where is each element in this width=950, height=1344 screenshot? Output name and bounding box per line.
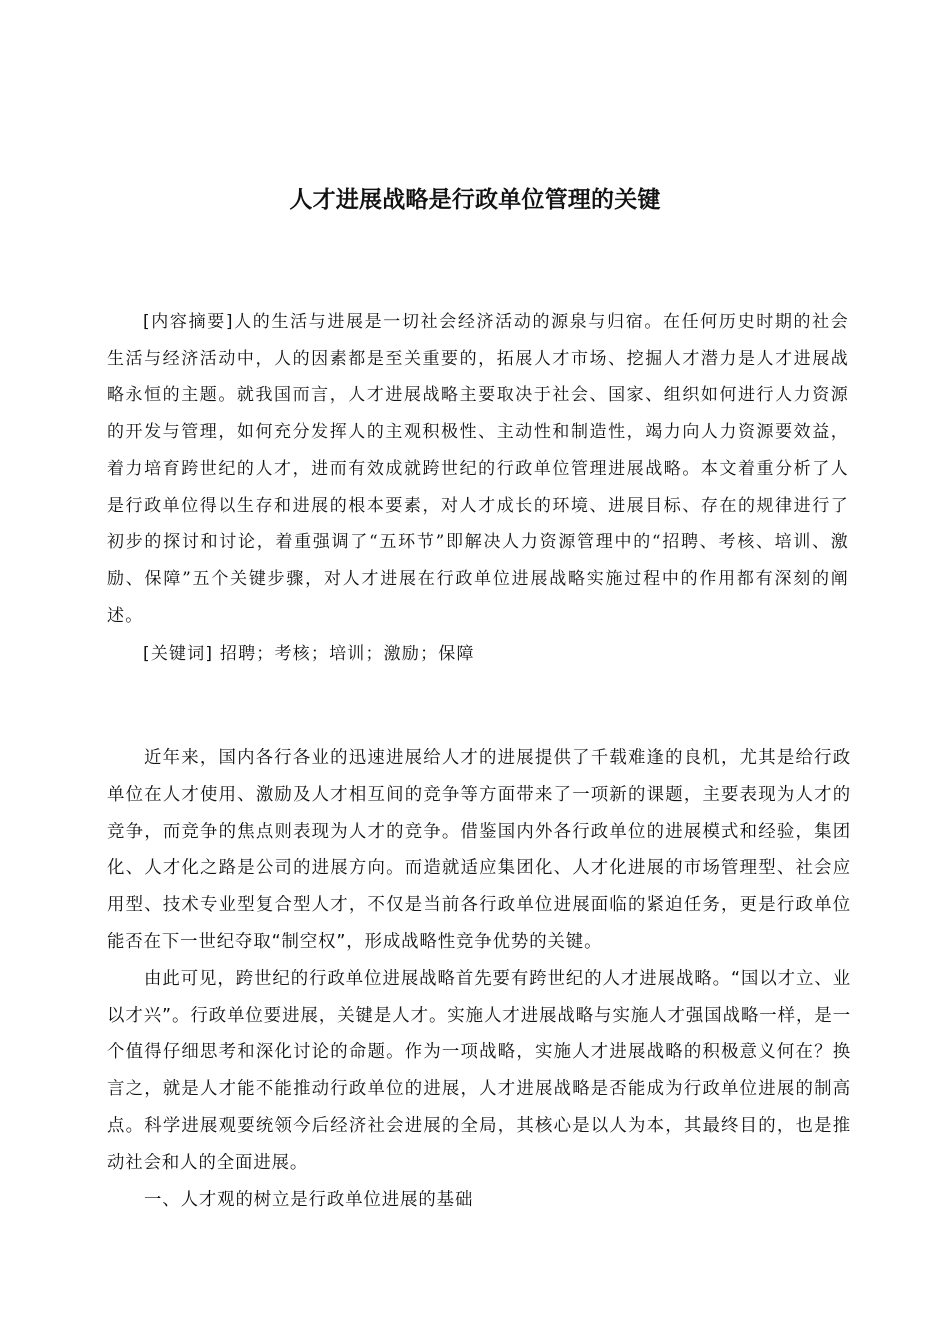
abstract-text: 人的生活与进展是一切社会经济活动的源泉与归宿。在任何历史时期的社会生活与经济活动中，人的因素都是至关重要的，拓展人才市场、挖掘人才潜力是人才进展战略永恒的主题。就我国而言，人才进展战略主要取决于社会、国家、组织如何进行人力资源的开发与管理，如何充分发挥人的主观积极性、主动性和制造性，竭力向人力资源要效益，着力培育跨世纪的人才，进而有效成就跨世纪的行政单位管理进展战略。本文着重分析了人是行政单位得以生存和进展的根本要素，对人才成长的环境、进展目标、存在的规律进行了初步的探讨和讨论，着重强调了“五环节”即解决人力资源管理中的“招聘、考核、培训、激励、保障”五个关键步骤，对人才进展在行政单位进展战略实施过程中的作用都有深刻的阐述。	[107, 312, 849, 626]
keywords-label: [关键词]	[143, 644, 214, 664]
abstract-block	[107, 304, 849, 634]
keywords-text: 招聘；考核；培训；激励；保障	[219, 644, 475, 664]
section-heading: 一、人才观的树立是行政单位进展的基础	[144, 1189, 474, 1210]
body-paragraph: 近年来，国内各行各业的迅速进展给人才的进展提供了千载难逢的良机，尤其是给行政单位在人才使用、激励及人才相互间的竞争等方面带来了一项新的课题，主要表现为人才的竞争，而竞争的焦点则表现为人才的竞争。借鉴国内外各行政单位的进展模式和经验，集团化、人才化之路是公司的进展方向。而造就适应集团化、人才化进展的市场管理型、社会应用型、技术专业型复合型人才，不仅是当前各行政单位进展面临的紧迫任务，更是行政单位能否在下一世纪夺取“制空权”，形成战略性竞争优势的关键。	[107, 748, 851, 952]
body-paragraph: 由此可见，跨世纪的行政单位进展战略首先要有跨世纪的人才进展战略。“国以才立、业以才兴”。行政单位要进展，关键是人才。实施人才进展战略与实施人才强国战略一样，是一个值得仔细思考和深化讨论的命题。作为一项战略，实施人才进展战略的积极意义何在？换言之，就是人才能不能推动行政单位的进展，人才进展战略是否能成为行政单位进展的制高点。科学进展观要统领今后经济社会进展的全局，其核心是以人为本，其最终目的，也是推动社会和人的全面进展。	[107, 968, 851, 1173]
abstract-label: [内容摘要]	[143, 312, 234, 332]
keywords-block	[143, 636, 843, 672]
document-title: 人才进展战略是行政单位管理的关键	[289, 187, 661, 213]
document-body	[107, 740, 851, 1218]
